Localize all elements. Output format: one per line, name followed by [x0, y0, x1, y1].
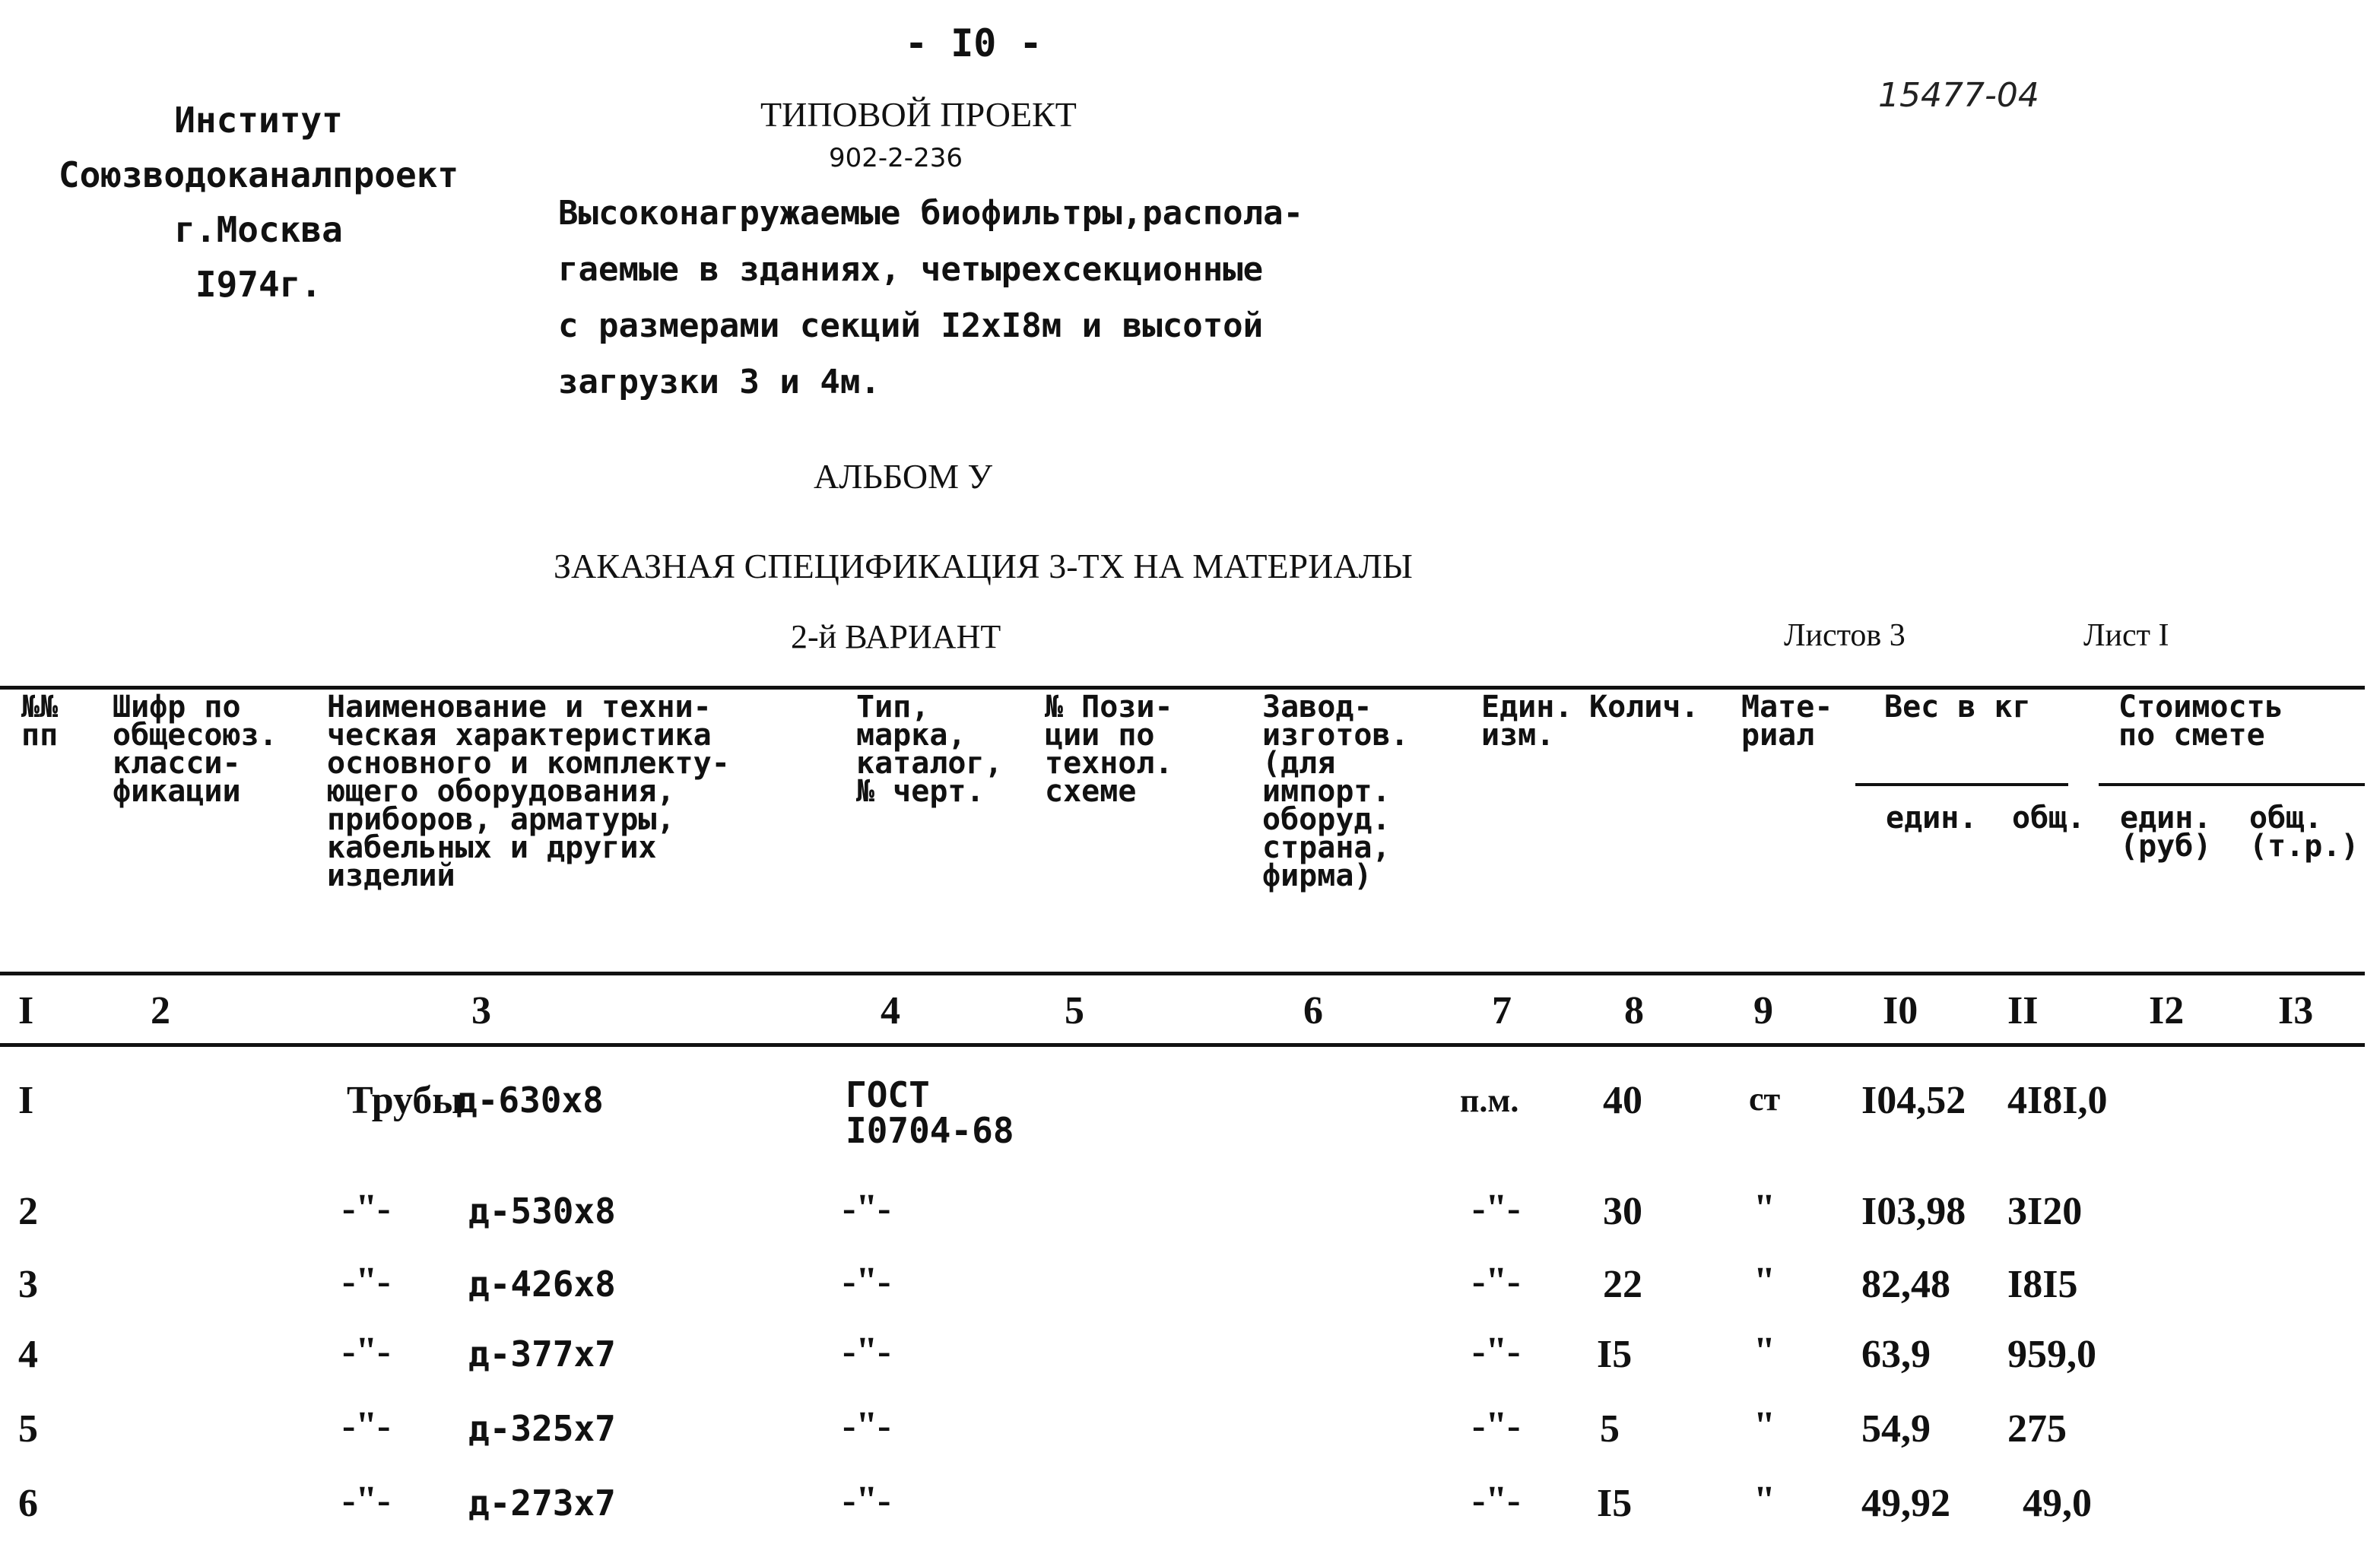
header-col-10: един.: [1886, 801, 1978, 836]
item-qty: 22: [1603, 1263, 1642, 1306]
institute-name: Институт: [174, 100, 343, 141]
header-line: риал: [1741, 718, 1815, 753]
row-number: 5: [18, 1407, 38, 1451]
header-line: класси-: [113, 746, 241, 781]
weight-total: I8I5: [2007, 1263, 2078, 1306]
header-col-4: [856, 690, 1003, 809]
header-line: импорт.: [1262, 774, 1391, 809]
column-number: 8: [1624, 989, 1644, 1032]
item-type: -"-: [843, 1330, 891, 1373]
header-col-7: [1481, 690, 1573, 753]
header-col-3: [327, 690, 730, 893]
item-type: ГОСТ: [846, 1074, 930, 1115]
item-type: -"-: [843, 1187, 891, 1230]
header-line: общ.: [2249, 801, 2323, 836]
header-col-8: [1589, 690, 1699, 725]
sheets-total: Листов 3: [1784, 618, 1906, 653]
item-material: ст: [1749, 1080, 1781, 1118]
doc-code: 15477-04: [1878, 76, 2039, 115]
institute-block: [46, 93, 471, 312]
header-line: Шифр по: [113, 690, 241, 725]
weight-unit: 63,9: [1861, 1333, 1931, 1376]
header-col-2: [113, 690, 278, 809]
header-bottom-rule: [0, 972, 2365, 975]
header-col-6: [1262, 690, 1409, 893]
item-unit: -"-: [1472, 1404, 1521, 1448]
row-number: I: [18, 1079, 34, 1122]
row-number: 6: [18, 1482, 38, 1525]
header-line: ческая характеристика: [327, 718, 712, 753]
header-line: Мате-: [1741, 690, 1833, 725]
item-size: д-530х8: [468, 1191, 616, 1232]
item-material: ": [1753, 1330, 1775, 1373]
item-size: д-630х8: [456, 1080, 604, 1121]
item-name: -"-: [342, 1330, 391, 1373]
header-line: по смете: [2118, 718, 2265, 753]
header-line: фикации: [113, 774, 241, 809]
header-col-1: [21, 690, 59, 753]
item-type: -"-: [843, 1404, 891, 1448]
header-line: № Пози-: [1045, 690, 1173, 725]
item-material: ": [1753, 1187, 1775, 1230]
item-name: -"-: [342, 1187, 391, 1230]
institute-org: Союзводоканалпроект: [58, 154, 459, 195]
weight-total: 49,0: [2023, 1482, 2092, 1525]
header-col-12: [2120, 801, 2212, 864]
row-number: 4: [18, 1333, 38, 1376]
sheet-number: Лист I: [2083, 618, 2169, 653]
project-kind: ТИПОВОЙ ПРОЕКТ: [760, 95, 1077, 134]
header-line: ющего оборудования,: [327, 774, 675, 809]
column-number: I0: [1883, 989, 1918, 1032]
column-number: I: [18, 989, 34, 1032]
header-line: оборуд.: [1262, 802, 1391, 837]
header-line: марка,: [856, 718, 966, 753]
header-line: пп: [21, 718, 59, 753]
column-number: 2: [151, 989, 170, 1032]
header-line: приборов, арматуры,: [327, 802, 675, 837]
item-size: д-325х7: [468, 1408, 616, 1449]
item-material: ": [1753, 1260, 1775, 1303]
album-title: АЛЬБОМ У: [814, 457, 993, 496]
header-line: ции по: [1045, 718, 1155, 753]
weight-total: 3I20: [2007, 1190, 2083, 1233]
item-name: -"-: [342, 1404, 391, 1448]
header-col-11: общ.: [2012, 801, 2086, 836]
description-line: гаемые в зданиях, четырехсекционные: [558, 250, 1264, 289]
column-number: 7: [1492, 989, 1512, 1032]
item-qty: 5: [1600, 1407, 1620, 1451]
header-line: № черт.: [856, 774, 985, 809]
item-material: ": [1753, 1404, 1775, 1448]
header-line: (для: [1262, 746, 1336, 781]
header-line: Завод-: [1262, 690, 1372, 725]
weight-total: 4I8I,0: [2007, 1079, 2108, 1122]
row-number: 3: [18, 1263, 38, 1306]
item-unit: п.м.: [1460, 1082, 1519, 1119]
header-cost-group: [2118, 690, 2283, 753]
item-type: -"-: [843, 1260, 891, 1303]
header-line: схеме: [1045, 774, 1137, 809]
item-unit: -"-: [1472, 1260, 1521, 1303]
item-name: -"-: [342, 1260, 391, 1303]
item-type: -"-: [843, 1479, 891, 1522]
column-number: II: [2007, 989, 2039, 1032]
weight-group-rule: [1855, 783, 2068, 786]
weight-unit: 54,9: [1861, 1407, 1931, 1451]
weight-unit: I03,98: [1861, 1190, 1966, 1233]
header-col-5: [1045, 690, 1173, 809]
item-unit: -"-: [1472, 1187, 1521, 1230]
column-number: 4: [881, 989, 900, 1032]
item-type-line2: I0704-68: [846, 1110, 1014, 1151]
header-line: основного и комплекту-: [327, 746, 730, 781]
header-line: фирма): [1262, 858, 1372, 893]
header-line: изготов.: [1262, 718, 1409, 753]
weight-unit: 82,48: [1861, 1263, 1950, 1306]
header-line: изделий: [327, 858, 455, 893]
header-line: Стоимость: [2118, 690, 2283, 725]
column-number: I2: [2149, 989, 2185, 1032]
item-qty: 30: [1603, 1190, 1642, 1233]
variant-title: 2-й ВАРИАНТ: [791, 618, 1001, 655]
item-name: -"-: [342, 1479, 391, 1522]
numbers-bottom-rule: [0, 1043, 2365, 1047]
header-line: общесоюз.: [113, 718, 278, 753]
header-line: Един.: [1481, 690, 1573, 725]
row-number: 2: [18, 1190, 38, 1233]
header-line: изм.: [1481, 718, 1555, 753]
item-material: ": [1753, 1479, 1775, 1522]
project-number: 902-2-236: [829, 143, 963, 173]
header-line: (руб): [2120, 829, 2212, 864]
weight-unit: I04,52: [1861, 1079, 1966, 1122]
header-col-13: [2249, 801, 2359, 864]
item-name: Трубы: [347, 1079, 463, 1122]
item-size: д-273х7: [468, 1483, 616, 1524]
description-line: с размерами секций I2xI8м и высотой: [558, 306, 1264, 345]
column-number: 6: [1303, 989, 1323, 1032]
project-description: [558, 186, 1303, 411]
institute-year: I974г.: [195, 264, 322, 305]
institute-city: г.Москва: [174, 209, 343, 250]
column-number: 5: [1065, 989, 1084, 1032]
header-line: Колич.: [1589, 690, 1699, 725]
item-unit: -"-: [1472, 1330, 1521, 1373]
header-line: един.: [2120, 801, 2212, 836]
description-line: загрузки 3 и 4м.: [558, 363, 881, 401]
item-unit: -"-: [1472, 1479, 1521, 1522]
spec-title: ЗАКАЗНАЯ СПЕЦИФИКАЦИЯ 3-ТХ НА МАТЕРИАЛЫ: [554, 547, 1413, 585]
weight-total: 275: [2007, 1407, 2067, 1451]
header-line: технол.: [1045, 746, 1173, 781]
header-weight-group: Вес в кг: [1884, 690, 2031, 725]
item-qty: I5: [1597, 1333, 1633, 1376]
header-line: (т.р.): [2249, 829, 2359, 864]
header-line: Наименование и техни-: [327, 690, 712, 725]
item-size: д-377х7: [468, 1334, 616, 1375]
cost-group-rule: [2099, 783, 2365, 786]
item-qty: I5: [1597, 1482, 1633, 1525]
column-number: 3: [471, 989, 491, 1032]
header-col-9: [1741, 690, 1833, 753]
header-line: №№: [21, 690, 59, 725]
item-qty: 40: [1603, 1079, 1642, 1122]
description-line: Высоконагружаемые биофильтры,распола-: [558, 194, 1304, 233]
header-line: каталог,: [856, 746, 1003, 781]
header-line: страна,: [1262, 830, 1391, 865]
item-size: д-426х8: [468, 1264, 616, 1305]
column-number: I3: [2278, 989, 2314, 1032]
weight-unit: 49,92: [1861, 1482, 1950, 1525]
weight-total: 959,0: [2007, 1333, 2096, 1376]
column-number: 9: [1753, 989, 1773, 1032]
header-line: Тип,: [856, 690, 930, 725]
header-line: кабельных и других: [327, 830, 657, 865]
page-number: - I0 -: [905, 21, 1042, 65]
